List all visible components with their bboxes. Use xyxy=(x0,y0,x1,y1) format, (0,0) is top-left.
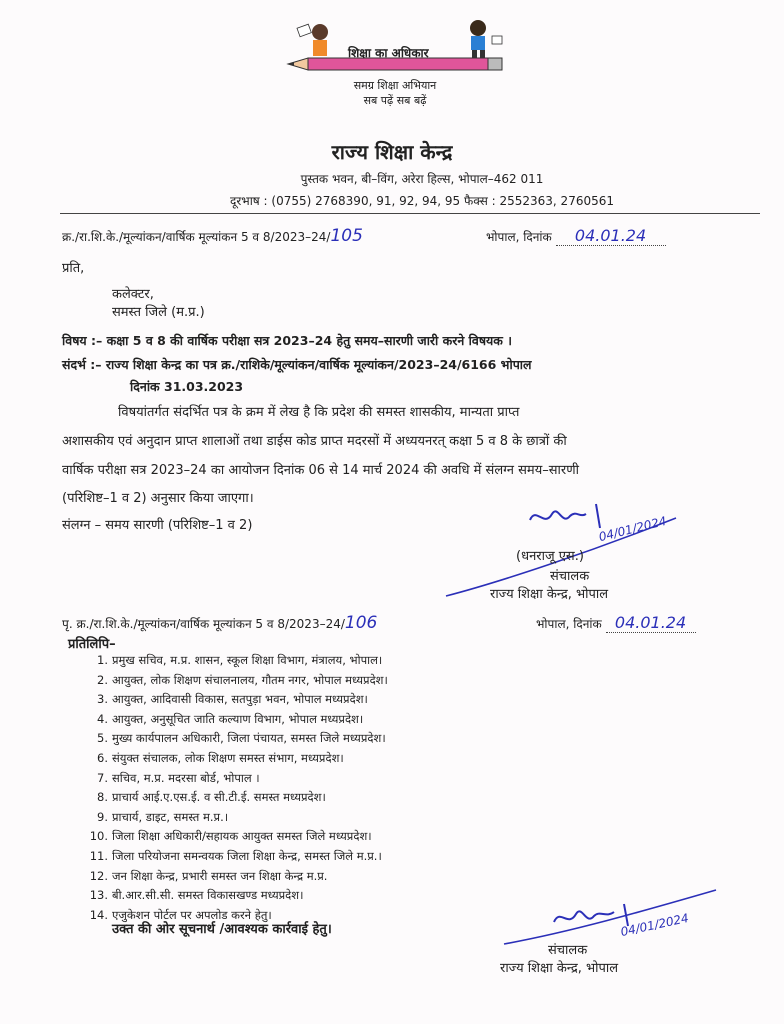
copy-list-item-number: 12. xyxy=(89,868,108,883)
signer-org-2: राज्य शिक्षा केन्द्र, भोपाल xyxy=(500,961,619,976)
copy-ref-no xyxy=(62,613,377,633)
copy-list-item-text: प्रमुख सचिव, म.प्र. शासन, स्कूल शिक्षा विभाग, मंत्रालय, भोपाल। xyxy=(112,653,383,667)
copy-list-item-text: सचिव, म.प्र. मदरसा बोर्ड, भोपाल । xyxy=(112,770,260,785)
copy-list-item-number: 5. xyxy=(97,731,108,746)
copy-list-item-text: आयुक्त, अनुसूचित जाति कल्याण विभाग, भोपाल मध्यप्रदेश। xyxy=(112,711,364,726)
body-line-2: अशासकीय एवं अनुदान प्राप्त शालाओं तथा डाईस कोड प्राप्त मदरसों में अध्ययनरत् कक्षा 5 व 8 के छात्रों की xyxy=(62,434,567,449)
copy-list-item-text: एजुकेशन पोर्टल पर अपलोड करने हेतु। xyxy=(112,907,272,922)
body-line-1: विषयांतर्गत संदर्भित पत्र के क्रम में लेख है कि प्रदेश की समस्त शासकीय, मान्यता प्राप्त xyxy=(118,405,520,420)
copy-list-item-number: 4. xyxy=(97,711,108,726)
copy-list-item xyxy=(84,808,388,828)
copy-date-handwritten: 04.01.24 xyxy=(606,613,696,633)
copy-list-item-text: संयुक्त संचालक, लोक शिक्षण समस्त संभाग, मध्यप्रदेश। xyxy=(112,750,344,765)
signer-title-1: संचालक xyxy=(550,569,590,584)
copy-list-item-text: प्राचार्य आई.ए.एस.ई. व सी.टी.ई. समस्त मध्यप्रदेश। xyxy=(112,790,326,805)
body-line-4: (परिशिष्ट–1 व 2) अनुसार किया जाएगा। xyxy=(62,491,254,506)
copy-list-item xyxy=(84,788,388,808)
copy-ref-text: पृ. क्र./रा.शि.के./मूल्यांकन/वार्षिक मूल्यांकन 5 व 8/2023–24/ xyxy=(62,617,345,631)
org-phone: दूरभाष : (0755) 2768390, 91, 92, 94, 95 फैक्स : 2552363, 2760561 xyxy=(229,194,615,208)
letter-ref-text: क्र./रा.शि.के./मूल्यांकन/वार्षिक मूल्यांकन 5 व 8/2023–24/ xyxy=(62,230,331,244)
copy-list-item xyxy=(84,827,388,847)
addressee-2: समस्त जिले (म.प्र.) xyxy=(112,305,205,320)
letter-date-handwritten: 04.01.24 xyxy=(556,226,666,246)
subject-line: विषय :– कक्षा 5 व 8 की वार्षिक परीक्षा सत्र 2023–24 हेतु समय–सारणी जारी करने विषयक । xyxy=(62,333,512,348)
letter-date-label: भोपाल, दिनांक xyxy=(486,230,552,244)
reference-line-2: दिनांक 31.03.2023 xyxy=(130,379,244,394)
copy-list-item-text: आयुक्त, लोक शिक्षण संचालनालय, गौतम नगर, भोपाल मध्यप्रदेश। xyxy=(112,672,388,687)
copy-list-item xyxy=(84,671,388,691)
copy-list-item-number: 13. xyxy=(89,888,108,903)
signer-name: (धनराजू एस.) xyxy=(516,549,584,564)
copy-list-item-number: 7. xyxy=(97,770,108,785)
signer-org-1: राज्य शिक्षा केन्द्र, भोपाल xyxy=(490,587,609,602)
copy-list-item-text: जन शिक्षा केन्द्र, प्रभारी समस्त जन शिक्षा केन्द्र म.प्र. xyxy=(112,868,328,883)
copy-list-item-text: प्राचार्य, डाइट, समस्त म.प्र.। xyxy=(112,809,229,824)
copy-list-item xyxy=(84,867,388,887)
copy-ref-handwritten: 106 xyxy=(344,613,378,633)
copy-date-label: भोपाल, दिनांक xyxy=(536,617,602,631)
org-name: राज्य शिक्षा केन्द्र xyxy=(331,140,453,164)
copy-list-item xyxy=(84,847,388,867)
copy-list-item-number: 11. xyxy=(89,848,108,863)
letter-ref-handwritten: 105 xyxy=(330,226,363,246)
copy-heading: प्रतिलिपि– xyxy=(68,637,116,652)
copy-list-item xyxy=(84,729,388,749)
prati: प्रति, xyxy=(62,261,85,276)
closing-line: उक्त की ओर सूचनार्थ /आवश्यक कार्रवाई हेतु। xyxy=(112,922,332,937)
copy-list-item-number: 9. xyxy=(97,809,108,824)
body-line-3: वार्षिक परीक्षा सत्र 2023–24 का आयोजन दिनांक 06 से 14 मार्च 2024 की अवधि में संलग्न समय–सारणी xyxy=(62,463,579,478)
copy-list-item-text: मुख्य कार्यपालन अधिकारी, जिला पंचायत, समस्त जिले मध्यप्रदेश। xyxy=(112,731,386,746)
copy-list-item-text: आयुक्त, आदिवासी विकास, सतपुड़ा भवन, भोपाल मध्यप्रदेश। xyxy=(112,692,368,707)
letter-date xyxy=(486,226,666,246)
copy-list-item xyxy=(84,690,388,710)
logo-tagline-2: सब पढ़ें सब बढ़ें xyxy=(363,94,427,107)
copy-list-item-number: 10. xyxy=(89,829,108,844)
copy-list-item-number: 6. xyxy=(97,750,108,765)
signer-title-2: संचालक xyxy=(548,943,588,958)
header-divider xyxy=(60,213,760,214)
reference-line-1: संदर्भ :– राज्य शिक्षा केन्द्र का पत्र क्र./राशिके/मूल्यांकन/वार्षिक मूल्यांकन/2023–24/6166 भोपाल xyxy=(62,357,532,372)
logo-banner-text: शिक्षा का अधिकार xyxy=(348,46,429,60)
letter-ref-no xyxy=(62,226,363,246)
copy-list-item-number: 1. xyxy=(97,653,108,667)
copy-list-item xyxy=(84,886,388,906)
copy-list xyxy=(84,651,388,925)
copy-list-item-text: जिला शिक्षा अधिकारी/सहायक आयुक्त समस्त जिले मध्यप्रदेश। xyxy=(112,829,372,844)
enclosure-line: संलग्न – समय सारणी (परिशिष्ट–1 व 2) xyxy=(62,518,253,533)
org-address: पुस्तक भवन, बी–विंग, अरेरा हिल्स, भोपाल–462 011 xyxy=(300,172,544,186)
copy-list-item-number: 3. xyxy=(97,692,108,707)
copy-list-item xyxy=(84,651,388,671)
copy-list-item xyxy=(84,749,388,769)
addressee-1: कलेक्टर, xyxy=(112,287,154,302)
copy-list-item xyxy=(84,769,388,789)
copy-list-item-text: जिला परियोजना समन्वयक जिला शिक्षा केन्द्र, समस्त जिले म.प्र.। xyxy=(112,848,382,863)
copy-list-item-number: 14. xyxy=(89,907,108,922)
signature-2-date: 04/01/2024 xyxy=(619,910,690,940)
copy-list-item-text: बी.आर.सी.सी. समस्त विकासखण्ड मध्यप्रदेश। xyxy=(112,888,304,903)
copy-list-item xyxy=(84,710,388,730)
signature-1-date: 04/01/2024 xyxy=(597,513,668,545)
copy-list-item-number: 8. xyxy=(97,790,108,805)
copy-date xyxy=(536,613,696,633)
logo-tagline-1: समग्र शिक्षा अभियान xyxy=(353,79,437,92)
copy-list-item-number: 2. xyxy=(97,672,108,687)
